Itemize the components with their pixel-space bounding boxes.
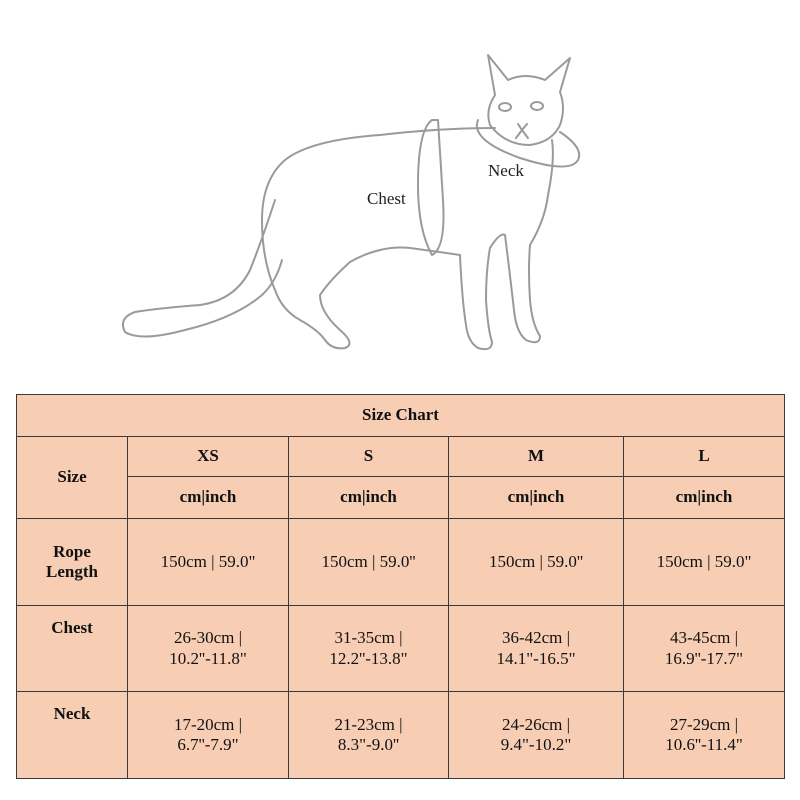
neck-s-inch: 8.3"-9.0'' xyxy=(337,735,400,754)
cat-mouth xyxy=(516,124,528,138)
neck-label: Neck xyxy=(488,161,524,180)
chest-m xyxy=(449,606,624,692)
unit-label-xs: cm|inch xyxy=(128,477,289,519)
unit-label-m: cm|inch xyxy=(449,477,624,519)
cat-tail xyxy=(123,200,282,337)
rope-length-m: 150cm | 59.0'' xyxy=(449,519,624,606)
neck-xs-cm: 17-20cm | xyxy=(173,714,243,734)
chest-label: Chest xyxy=(367,189,406,208)
rope-length-xs: 150cm | 59.0" xyxy=(128,519,289,606)
unit-label-s: cm|inch xyxy=(289,477,449,519)
size-s-header: S xyxy=(289,437,449,477)
cat-eye-left xyxy=(499,103,511,111)
neck-m-cm: 24-26cm | xyxy=(501,714,571,734)
cat-head-outline xyxy=(488,55,570,145)
chest-m-cm: 36-42cm | xyxy=(501,628,571,648)
row-label-rope-length xyxy=(17,519,128,606)
chest-m-inch: 14.1"-16.5" xyxy=(496,648,576,668)
neck-l-cm: 27-29cm | xyxy=(669,714,739,734)
row-label-neck: Neck xyxy=(17,692,128,779)
chest-s-inch: 12.2''-13.8" xyxy=(329,648,408,668)
size-header: Size xyxy=(17,437,128,519)
size-m-header: M xyxy=(449,437,624,477)
chest-s-cm: 31-35cm | xyxy=(334,628,403,648)
chest-strap xyxy=(418,120,444,255)
size-chart-table xyxy=(16,394,785,779)
row-label-chest: Chest xyxy=(17,606,128,692)
chest-l-cm: 43-45cm | xyxy=(669,628,739,648)
row-label-line1: Rope xyxy=(53,541,91,561)
neck-m-inch: 9.4"-10.2" xyxy=(500,735,572,754)
neck-xs-inch: 6.7''-7.9" xyxy=(177,735,239,754)
neck-s-cm: 21-23cm | xyxy=(334,714,403,734)
chest-xs xyxy=(128,606,289,692)
rope-length-s: 150cm | 59.0'' xyxy=(289,519,449,606)
chest-s xyxy=(289,606,449,692)
cat-front-leg xyxy=(460,248,492,349)
row-label-line2: Length xyxy=(46,562,98,581)
neck-xs xyxy=(128,692,289,779)
rope-length-l: 150cm | 59.0" xyxy=(624,519,785,606)
chest-xs-inch: 10.2''-11.8" xyxy=(169,648,247,668)
unit-label-l: cm|inch xyxy=(624,477,785,519)
chest-xs-cm: 26-30cm | xyxy=(173,628,243,648)
cat-body-outline xyxy=(262,128,495,348)
cat-eye-right xyxy=(531,102,543,110)
neck-l-inch: 10.6''-11.4" xyxy=(665,735,743,754)
neck-l xyxy=(624,692,785,779)
chest-l xyxy=(624,606,785,692)
cat-belly xyxy=(490,235,505,248)
size-chart-title: Size Chart xyxy=(17,395,785,437)
size-xs-header: XS xyxy=(128,437,289,477)
neck-m xyxy=(449,692,624,779)
chest-l-inch: 16.9''-17.7" xyxy=(664,648,744,668)
neck-s xyxy=(289,692,449,779)
size-l-header: L xyxy=(624,437,785,477)
